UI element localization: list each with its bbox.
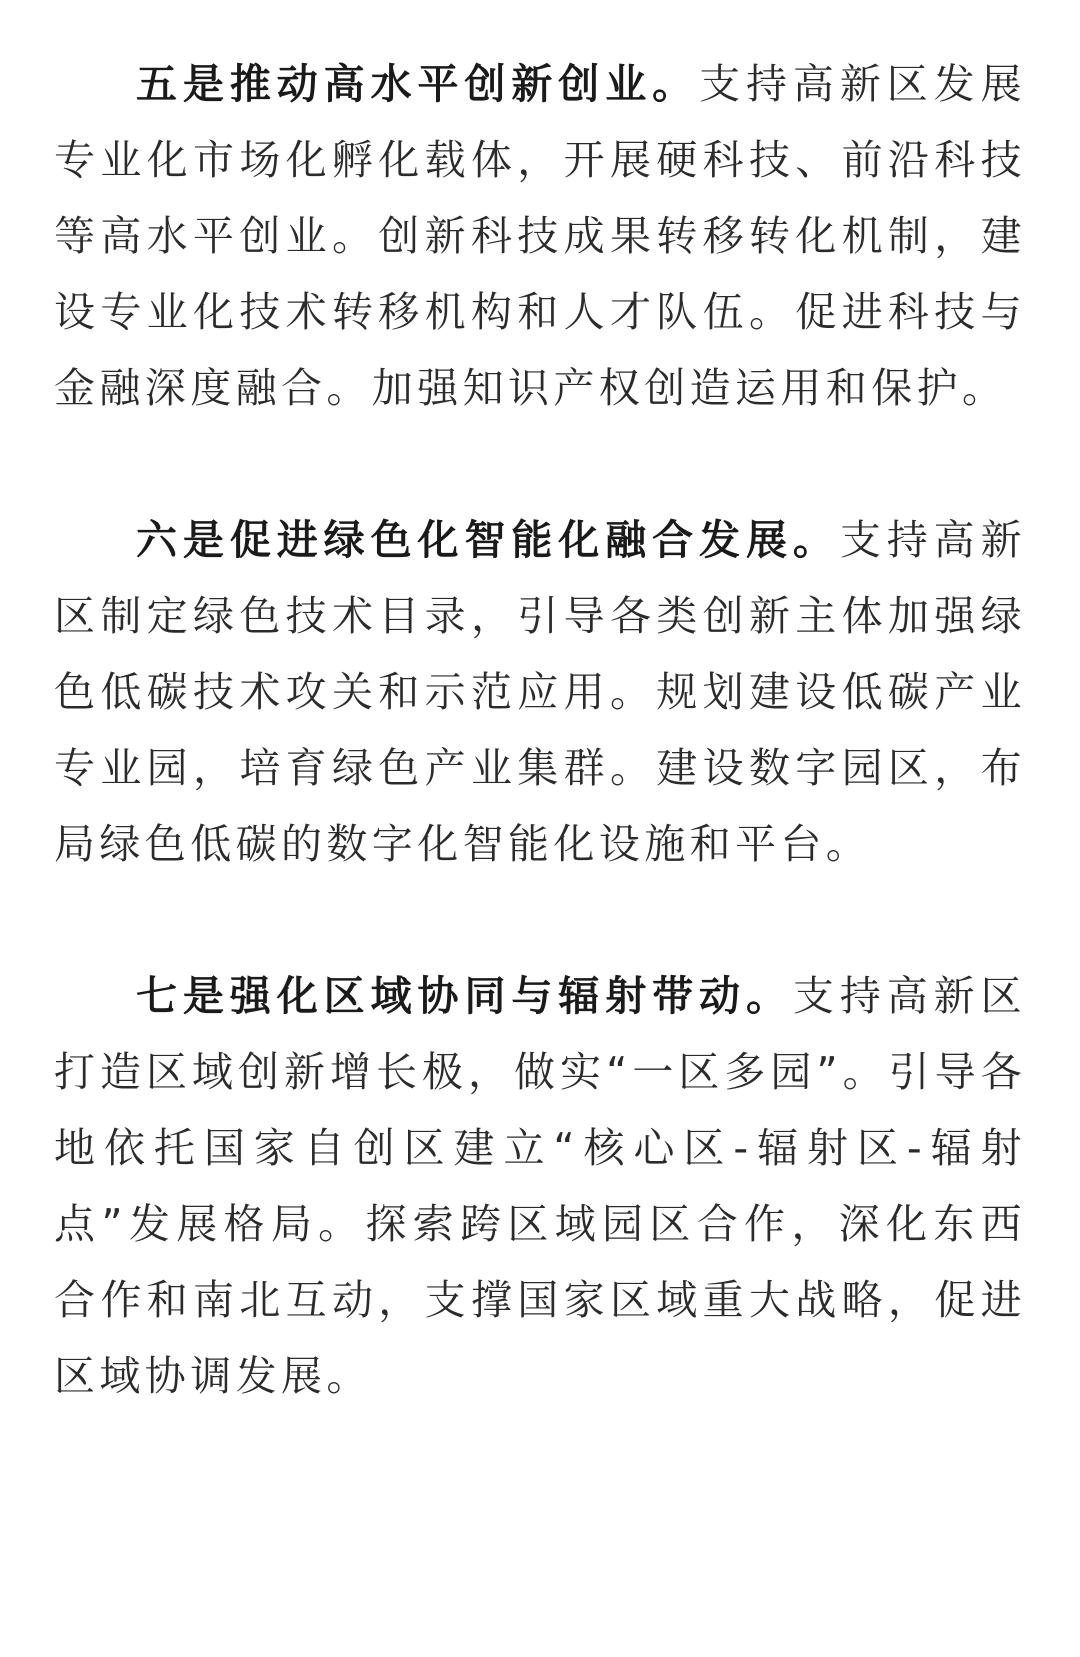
paragraph-text: 支持高新区打造区域创新增长极，做实“一区多园”。引导各地依托国家自创区建立“核心区-辐射区-辐射点”发展格局。探索跨区域园区合作，深化东西合作和南北互动，支撑国家区域重大战略，促进区域协调发展。 (54, 972, 1026, 1400)
paragraph-lead: 七是强化区域协同与辐射带动。 (136, 972, 793, 1020)
paragraph-lead: 五是推动高水平创新创业。 (136, 60, 700, 108)
paragraph-green-smart (54, 502, 1026, 882)
paragraph-text: 支持高新区制定绿色技术目录，引导各类创新主体加强绿色低碳技术攻关和示范应用。规划建设低碳产业专业园，培育绿色产业集群。建设数字园区，布局绿色低碳的数字化智能化设施和平台。 (54, 516, 1026, 868)
paragraph-text: 支持高新区发展专业化市场化孵化载体，开展硬科技、前沿科技等高水平创业。创新科技成果转移转化机制，建设专业化技术转移机构和人才队伍。促进科技与金融深度融合。加强知识产权创造运用和保护。 (54, 60, 1026, 412)
paragraph-lead: 六是促进绿色化智能化融合发展。 (136, 516, 840, 564)
paragraph-innovation (54, 46, 1026, 426)
paragraph-regional (54, 958, 1026, 1414)
